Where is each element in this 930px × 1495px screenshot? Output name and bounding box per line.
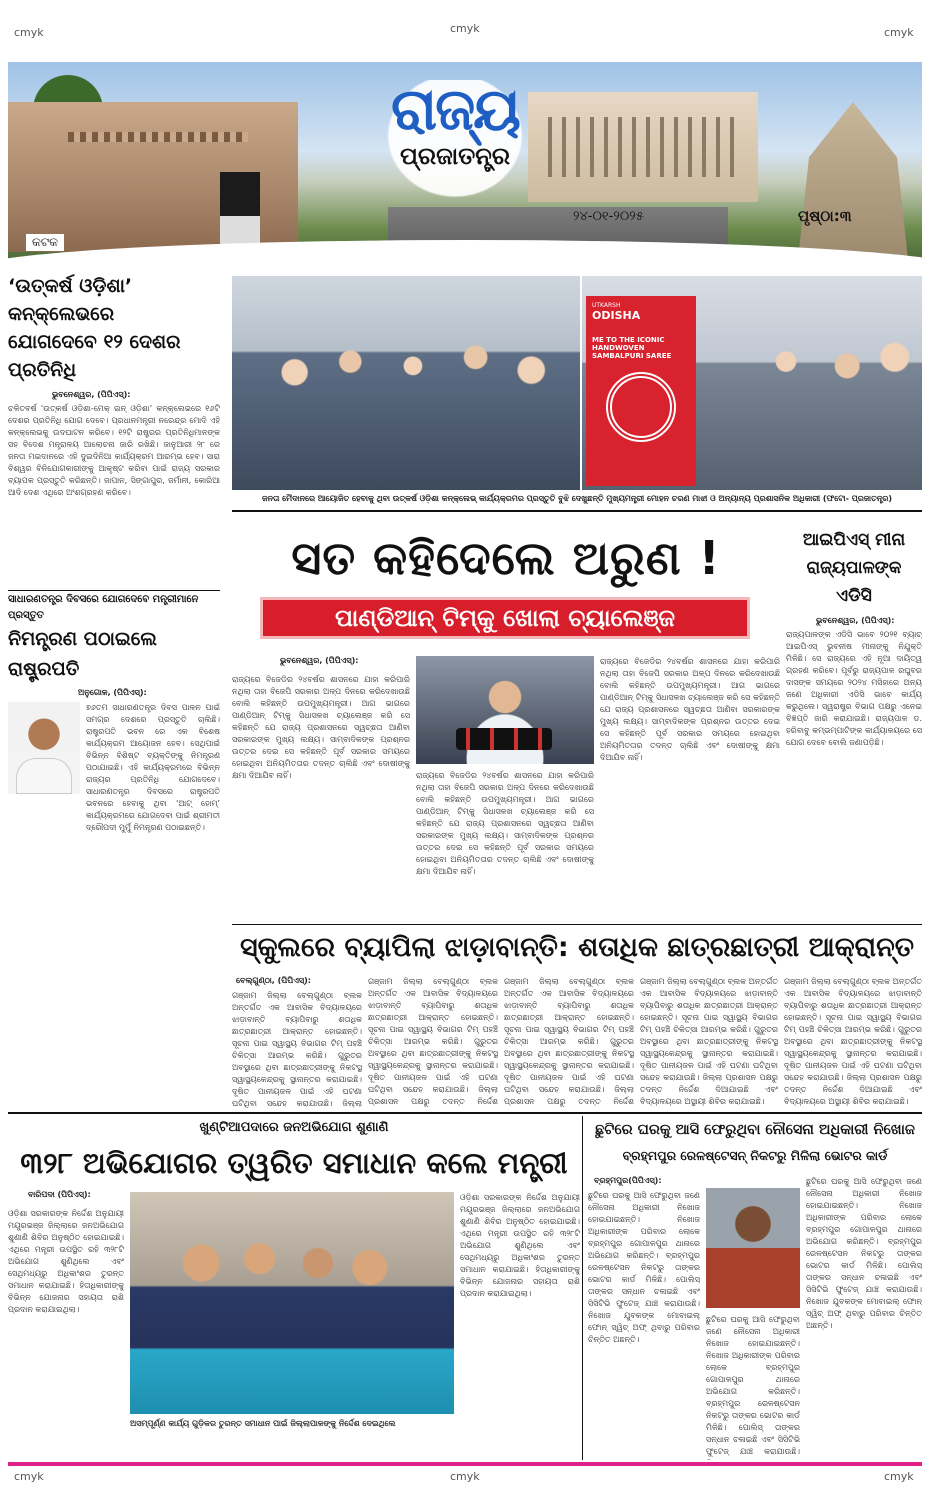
- story3-body-col1: ରାଜ୍ୟରେ ବିଜେଡିର ୨୪ବର୍ଷର ଶାସନରେ ଯାହା କରିପାରି ନଥିଲା ତାହା ବିଜେପି ସରକାର ଅଳ୍ପ ଦିନରେ କରିଦେଖାଉଛି ବୋଲି କହିଛନ୍ତି ଉପମୁଖ୍ୟମନ୍ତ୍ରୀ। ଆଗ ଭାଗରେ ପାଣ୍ଡିଆନ୍ ଟିମ୍‌କୁ ସିଧାସଳଖ ଚ୍ୟାଲେଞ୍ଜ କରି ସେ କହିଛନ୍ତି ଯେ ରାଜ୍ୟ ପ୍ରଶାସନରେ ସ୍ୱଚ୍ଛତା ଆଣିବା ସରକାରଙ୍କ ମୁଖ୍ୟ ଲକ୍ଷ୍ୟ। ସାମ୍ବାଦିକଙ୍କ ପ୍ରଶ୍ନର ଉତ୍ତର ଦେଇ ସେ କହିଛନ୍ତି ପୂର୍ବ ସରକାର ସମୟରେ ହୋଇଥିବା ଅନିୟମିତତାର ତଦନ୍ତ ଚାଲିଛି ଏବଂ ଦୋଷୀଙ୍କୁ କ୍ଷମା ଦିଆଯିବ ନାହିଁ।: [232, 675, 410, 780]
- page-number: ପୃଷ୍ଠା:୩: [798, 207, 852, 225]
- registration-mark-bottom-left: cmyk: [14, 1470, 44, 1483]
- sign-text-1: UTKARSH: [592, 302, 621, 309]
- city-label: କଟକ: [26, 234, 64, 251]
- masthead-logo: [380, 75, 530, 204]
- story7-body-col2: ଛୁଟିରେ ଘରକୁ ଆସି ଫେରୁଥିବା ଜଣେ ନୌସେନା ଅଧିକାରୀ ନିଖୋଜ ହୋଇଯାଇଛନ୍ତି। ନିଖୋଜ ଅଧିକାରୀଙ୍କ ପରିବାର ଲୋକେ ବ୍ରହ୍ମପୁର ଗୋପାଳପୁର ଥାନାରେ ଅଭିଯୋଗ କରିଛନ୍ତି। ବ୍ରହ୍ମପୁର ରେଳଷ୍ଟେସନ ନିକଟରୁ ତାଙ୍କର ଭୋଟର କାର୍ଡ ମିଳିଛି। ପୋଲିସ୍ ତାଙ୍କର ସନ୍ଧାନ ଚଳାଇଛି ଏବଂ ସିସିଟିଭି ଫୁଟେଜ୍ ଯାଞ୍ଚ କରାଯାଉଛି।: [706, 1315, 800, 1456]
- story7-body-col3: ଛୁଟିରେ ଘରକୁ ଆସି ଫେରୁଥିବା ଜଣେ ନୌସେନା ଅଧିକାରୀ ନିଖୋଜ ହୋଇଯାଇଛନ୍ତି। ନିଖୋଜ ଅଧିକାରୀଙ୍କ ପରିବାର ଲୋକେ ବ୍ରହ୍ମପୁର ଗୋପାଳପୁର ଥାନାରେ ଅଭିଯୋଗ କରିଛନ୍ତି। ବ୍ରହ୍ମପୁର ରେଳଷ୍ଟେସନ ନିକଟରୁ ତାଙ୍କର ଭୋଟର କାର୍ଡ ମିଳିଛି। ପୋଲିସ୍ ତାଙ୍କର ସନ୍ଧାନ ଚଳାଇଛି ଏବଂ ସିସିଟିଭି ଫୁଟେଜ୍ ଯାଞ୍ଚ କରାଯାଉଛି। ନିଖୋଜ ଯୁବକଙ୍କ ମୋବାଇଲ୍ ଫୋନ୍ ସ୍ୱିଚ୍ ଅଫ୍ ଥିବାରୁ ପରିବାର ଚିନ୍ତିତ ଅଛନ୍ତି।: [806, 1177, 922, 1330]
- story5-headline: ସ୍କୁଲରେ ବ୍ୟାପିଲା ଝାଡ଼ାବାନ୍ତି: ଶତାଧିକ ଛାତ୍ରଛାତ୍ରୀ ଆକ୍ରାନ୍ତ: [240, 932, 914, 963]
- story4-dateline: ଭୁବନେଶ୍ୱର, (ପିପିଏସ୍):: [816, 616, 895, 625]
- sign-text-3: ME TO THE ICONIC: [592, 336, 665, 344]
- story7-dateline: ବ୍ରହ୍ମପୁର(ପିପିଏସ୍):: [594, 1176, 662, 1185]
- story5-body-col1: ଗଞ୍ଜାମ ଜିଲ୍ଲା ବେଲ୍ଗୁଣ୍ଠା ବ୍ଲକ ଅନ୍ତର୍ଗତ ଏକ ଆବାସିକ ବିଦ୍ୟାଳୟରେ ଝାଡ଼ାବାନ୍ତି ବ୍ୟାପିବାରୁ ଶତାଧିକ ଛାତ୍ରଛାତ୍ରୀ ଆକ୍ରାନ୍ତ ହୋଇଛନ୍ତି। ସୂଚନା ପାଇ ସ୍ୱାସ୍ଥ୍ୟ ବିଭାଗର ଟିମ୍ ପହଞ୍ଚି ଚିକିତ୍ସା ଆରମ୍ଭ କରିଛି। ଗୁରୁତର ଅବସ୍ଥାରେ ଥିବା ଛାତ୍ରଛାତ୍ରୀଙ୍କୁ ନିକଟସ୍ଥ ସ୍ୱାସ୍ଥ୍ୟକେନ୍ଦ୍ରକୁ ସ୍ଥାନାନ୍ତର କରାଯାଇଛି। ଦୂଷିତ ପାନୀୟଜଳ ପାଇଁ ଏହି ଘଟଣା ଘଟିଥିବା ସନ୍ଦେହ କରାଯାଉଛି। ଜିଲ୍ଲା: [232, 991, 362, 1108]
- story2-kicker: ସାଧାରଣତନ୍ତ୍ର ଦିବସରେ ଯୋଗଦେବେ ମନ୍ତ୍ରୀମାନେ ପ୍ରସ୍ତୁତ: [8, 594, 199, 621]
- issue-date: ୨୪-୦୧-୨୦୨୫: [573, 209, 644, 224]
- story2-dateline: ଅନୁଗୋଳ, (ପିପିଏସ୍):: [78, 688, 147, 697]
- story4-headline-line2: ରାଜ୍ୟପାଳଙ୍କ ଏଡିସି: [806, 558, 902, 606]
- story6-kicker: ଖୁଣ୍ଟିଆପଦାରେ ଜନଅଭିଯୋଗ ଶୁଣାଣି: [199, 1120, 389, 1135]
- registration-mark-bottom-right: cmyk: [884, 1470, 914, 1483]
- story6-photo-ceremony: [130, 1192, 454, 1414]
- logo-main: ରାଜ୍ୟ: [390, 75, 520, 143]
- story4-headline-line1: ଆଇପିଏସ୍ ମୀନା: [802, 530, 906, 550]
- rule-story2-top: [8, 590, 220, 591]
- story-ips-meena: [786, 526, 922, 909]
- story4-body: ରାଜ୍ୟପାଳଙ୍କ ଏଡିସି ଭାବେ ୨୦୨୧ ବ୍ୟାଚ୍ ଆଇପିଏସ୍ ଭୁବନୀଷ ମୀନାଙ୍କୁ ନିଯୁକ୍ତି ମିଳିଛି। ସେ ରାଜ୍ୟରେ ଏହି ନୂଆ ଦାୟିତ୍ୱ ଗ୍ରହଣ କରିବେ। ପୂର୍ବରୁ ରାଜ୍ୟପାଳ ରଘୁବର ଦାସଙ୍କ ସମୟରେ ୨୦୨୪ ମସିହାରେ ଅନ୍ୟ ଜଣେ ଅଧିକାରୀ ଏଡିସି ଭାବେ କାର୍ଯ୍ୟ କରୁଥିଲେ। ସ୍ୱରାଷ୍ଟ୍ର ବିଭାଗ ପକ୍ଷରୁ ଏନେଇ ବିଜ୍ଞପ୍ତି ଜାରି କରାଯାଇଛି। ରାଜ୍ୟପାଳ ଡ. ହରିବାବୁ କମ୍ଭମ୍ପାଟିଙ୍କ କାର୍ଯ୍ୟାଳୟରେ ସେ ଯୋଗ ଦେବେ ବୋଲି ଜଣାପଡ଼ିଛି।: [786, 630, 922, 747]
- story3-body-block: [232, 656, 780, 876]
- story3-subhead-banner: ପାଣ୍ଡିଆନ୍ ଟିମ୍‌କୁ ଖୋଲା ଚ୍ୟାଲେଞ୍ଜ: [260, 597, 750, 639]
- photo-conclave-right: [582, 276, 922, 490]
- story5-body-col3: ଗଞ୍ଜାମ ଜିଲ୍ଲା ବେଲ୍ଗୁଣ୍ଠା ବ୍ଲକ ଅନ୍ତର୍ଗତ ଏକ ଆବାସିକ ବିଦ୍ୟାଳୟରେ ଝାଡ଼ାବାନ୍ତି ବ୍ୟାପିବାରୁ ଶତାଧିକ ଛାତ୍ରଛାତ୍ରୀ ଆକ୍ରାନ୍ତ ହୋଇଛନ୍ତି। ସୂଚନା ପାଇ ସ୍ୱାସ୍ଥ୍ୟ ବିଭାଗର ଟିମ୍ ପହଞ୍ଚି ଚିକିତ୍ସା ଆରମ୍ଭ କରିଛି। ଗୁରୁତର ଅବସ୍ଥାରେ ଥିବା ଛାତ୍ରଛାତ୍ରୀଙ୍କୁ ନିକଟସ୍ଥ ସ୍ୱାସ୍ଥ୍ୟକେନ୍ଦ୍ରକୁ ସ୍ଥାନାନ୍ତର କରାଯାଇଛି। ଦୂଷିତ ପାନୀୟଜଳ ପାଇଁ ଏହି ଘଟଣା ଘଟିଥିବା ସନ୍ଦେହ କରାଯାଉଛି। ଜିଲ୍ଲା ପ୍ରଶାସନ ପକ୍ଷରୁ ତଦନ୍ତ ନିର୍ଦ୍ଦେଶ: [504, 977, 634, 1106]
- story1-dateline: ଭୁବନେଶ୍ୱର, (ପିପିଏସ୍):: [52, 390, 131, 399]
- story5-body-col5: ଗଞ୍ଜାମ ଜିଲ୍ଲା ବେଲ୍ଗୁଣ୍ଠା ବ୍ଲକ ଅନ୍ତର୍ଗତ ଏକ ଆବାସିକ ବିଦ୍ୟାଳୟରେ ଝାଡ଼ାବାନ୍ତି ବ୍ୟାପିବାରୁ ଶତାଧିକ ଛାତ୍ରଛାତ୍ରୀ ଆକ୍ରାନ୍ତ ହୋଇଛନ୍ତି। ସୂଚନା ପାଇ ସ୍ୱାସ୍ଥ୍ୟ ବିଭାଗର ଟିମ୍ ପହଞ୍ଚି ଚିକିତ୍ସା ଆରମ୍ଭ କରିଛି। ଗୁରୁତର ଅବସ୍ଥାରେ ଥିବା ଛାତ୍ରଛାତ୍ରୀଙ୍କୁ ନିକଟସ୍ଥ ସ୍ୱାସ୍ଥ୍ୟକେନ୍ଦ୍ରକୁ ସ୍ଥାନାନ୍ତର କରାଯାଇଛି। ଦୂଷିତ ପାନୀୟଜଳ ପାଇଁ ଏହି ଘଟଣା ଘଟିଥିବା ସନ୍ଦେହ କରାଯାଉଛି। ଜିଲ୍ଲା ପ୍ରଶାସନ ପକ୍ଷରୁ ତଦନ୍ତ ନିର୍ଦ୍ଦେଶ ଦିଆଯାଇଛି ଏବଂ ବିଦ୍ୟାଳୟରେ ଅସ୍ଥାୟୀ ଶିବିର କରାଯାଇଛି।: [784, 977, 922, 1106]
- story5-body-col4: ଗଞ୍ଜାମ ଜିଲ୍ଲା ବେଲ୍ଗୁଣ୍ଠା ବ୍ଲକ ଅନ୍ତର୍ଗତ ଏକ ଆବାସିକ ବିଦ୍ୟାଳୟରେ ଝାଡ଼ାବାନ୍ତି ବ୍ୟାପିବାରୁ ଶତାଧିକ ଛାତ୍ରଛାତ୍ରୀ ଆକ୍ରାନ୍ତ ହୋଇଛନ୍ତି। ସୂଚନା ପାଇ ସ୍ୱାସ୍ଥ୍ୟ ବିଭାଗର ଟିମ୍ ପହଞ୍ଚି ଚିକିତ୍ସା ଆରମ୍ଭ କରିଛି। ଗୁରୁତର ଅବସ୍ଥାରେ ଥିବା ଛାତ୍ରଛାତ୍ରୀଙ୍କୁ ନିକଟସ୍ଥ ସ୍ୱାସ୍ଥ୍ୟକେନ୍ଦ୍ରକୁ ସ୍ଥାନାନ୍ତର କରାଯାଇଛି। ଦୂଷିତ ପାନୀୟଜଳ ପାଇଁ ଏହି ଘଟଣା ଘଟିଥିବା ସନ୍ଦେହ କରାଯାଉଛି। ଜିଲ୍ଲା ପ୍ରଶାସନ ପକ୍ଷରୁ ତଦନ୍ତ ନିର୍ଦ୍ଦେଶ ଦିଆଯାଇଛି ଏବଂ ବିଦ୍ୟାଳୟରେ ଅସ୍ଥାୟୀ ଶିବିର କରାଯାଇଛି।: [640, 977, 778, 1106]
- story6-photo-caption: ଅସମ୍ପୂର୍ଣ୍ଣ କାର୍ଯ୍ୟ ଗୁଡ଼ିକର ତୁରନ୍ତ ସମାଧାନ ପାଇଁ ଜିଲ୍ଲାପାଳଙ୍କୁ ନିର୍ଦ୍ଦେଶ ଦେଇଥିଲେ: [130, 1419, 396, 1428]
- sign-saree-motif: [606, 372, 676, 442]
- story1-headline-line1: ‘ଉତ୍କର୍ଷ ଓଡ଼ିଶା’ କନ୍‌କ୍ଲେଭରେ: [8, 275, 133, 325]
- story3-dateline: ଭୁବନେଶ୍ୱର, (ପିପିଏସ୍):: [280, 656, 359, 665]
- registration-mark-bottom-center: cmyk: [450, 1470, 480, 1483]
- story3-body-col2: ରାଜ୍ୟରେ ବିଜେଡିର ୨୪ବର୍ଷର ଶାସନରେ ଯାହା କରିପାରି ନଥିଲା ତାହା ବିଜେପି ସରକାର ଅଳ୍ପ ଦିନରେ କରିଦେଖାଉଛି ବୋଲି କହିଛନ୍ତି ଉପମୁଖ୍ୟମନ୍ତ୍ରୀ। ଆଗ ଭାଗରେ ପାଣ୍ଡିଆନ୍ ଟିମ୍‌କୁ ସିଧାସଳଖ ଚ୍ୟାଲେଞ୍ଜ କରି ସେ କହିଛନ୍ତି ଯେ ରାଜ୍ୟ ପ୍ରଶାସନରେ ସ୍ୱଚ୍ଛତା ଆଣିବା ସରକାରଙ୍କ ମୁଖ୍ୟ ଲକ୍ଷ୍ୟ। ସାମ୍ବାଦିକଙ୍କ ପ୍ରଶ୍ନର ଉତ୍ତର ଦେଇ ସେ କହିଛନ୍ତି ପୂର୍ବ ସରକାର ସମୟରେ ହୋଇଥିବା ଅନିୟମିତତାର ତଦନ୍ତ ଚାଲିଛି ଏବଂ ଦୋଷୀଙ୍କୁ କ୍ଷମା ଦିଆଯିବ ନାହିଁ।: [416, 771, 594, 876]
- masthead-temple: [798, 102, 908, 260]
- rule-bottom-section: [8, 1112, 922, 1114]
- registration-mark-top-center: cmyk: [450, 22, 480, 35]
- story7-headline: ଛୁଟିରେ ଘରକୁ ଆସି ଫେରୁଥିବା ନୌସେନା ଅଧିକାରୀ ନିଖୋଜ: [595, 1122, 915, 1138]
- story2-body: ୭୬ତମ ସାଧାରଣତନ୍ତ୍ର ଦିବସ ପାଳନ ପାଇଁ ସମଗ୍ର ଦେଶରେ ପ୍ରସ୍ତୁତି ଚାଲିଛି। ରାଷ୍ଟ୍ରପତି ଭବନ ରେ ଏକ ବିଶେଷ କାର୍ଯ୍ୟକ୍ରମ ଆୟୋଜନ ହେବ। ସେଥିପାଇଁ ବିଭିନ୍ନ ବିଶିଷ୍ଟ ବ୍ୟକ୍ତିଙ୍କୁ ନିମନ୍ତ୍ରଣ ପଠାଯାଇଛି। ଏହି କାର୍ଯ୍ୟକ୍ରମରେ ବିଭିନ୍ନ ରାଜ୍ୟର ପ୍ରତିନିଧି ଯୋଗଦେବେ। ସାଧାରଣତନ୍ତ୍ର ଦିବସରେ ରାଷ୍ଟ୍ରପତି ଭବନରେ ହେବାକୁ ଥିବା ‘ଆଟ୍ ହୋମ୍’ କାର୍ଯ୍ୟକ୍ରମରେ ଯୋଗଦେବା ପାଇଁ ଶ୍ରୀମତୀ ଦ୍ରୌପଦୀ ମୁର୍ମୁ ନିମନ୍ତ୍ରଣ ପଠାଇଛନ୍ତି।: [86, 703, 220, 832]
- story3-headline: ସତ କହିଦେଲେ ଅରୁଣ !: [291, 531, 721, 585]
- photo-conclave-left: [232, 276, 580, 490]
- photo-sign-panel: [586, 296, 696, 486]
- registration-mark-top-right: cmyk: [884, 26, 914, 39]
- story7-subhead: ବ୍ରହ୍ମପୁର ରେଳଷ୍ଟେସନ୍ ନିକଟରୁ ମିଳିଲା ଭୋଟର କାର୍ଡ: [622, 1148, 888, 1163]
- story3-photo-speaker: [416, 656, 594, 764]
- story5-dateline: ବେଲ୍ଗୁଣ୍ଠା, (ପିପିଏସ୍):: [236, 976, 311, 985]
- masthead: [8, 62, 922, 260]
- story7-body-col1: ଛୁଟିରେ ଘରକୁ ଆସି ଫେରୁଥିବା ଜଣେ ନୌସେନା ଅଧିକାରୀ ନିଖୋଜ ହୋଇଯାଇଛନ୍ତି। ନିଖୋଜ ଅଧିକାରୀଙ୍କ ପରିବାର ଲୋକେ ବ୍ରହ୍ମପୁର ଗୋପାଳପୁର ଥାନାରେ ଅଭିଯୋଗ କରିଛନ୍ତି। ବ୍ରହ୍ମପୁର ରେଳଷ୍ଟେସନ ନିକଟରୁ ତାଙ୍କର ଭୋଟର କାର୍ଡ ମିଳିଛି। ପୋଲିସ୍ ତାଙ୍କର ସନ୍ଧାନ ଚଳାଇଛି ଏବଂ ସିସିଟିଭି ଫୁଟେଜ୍ ଯାଞ୍ଚ କରାଯାଉଛି। ନିଖୋଜ ଯୁବକଙ୍କ ମୋବାଇଲ୍ ଫୋନ୍ ସ୍ୱିଚ୍ ଅଫ୍ ଥିବାରୁ ପରିବାର ଚିନ୍ତିତ ଅଛନ୍ତି।: [588, 1191, 700, 1344]
- logo-sub: ପ୍ରଜାତନ୍ତ୍ର: [399, 142, 511, 170]
- story-public-grievance: [8, 1116, 580, 1428]
- story-navy-officer-missing: [588, 1116, 922, 1456]
- sign-text-2: ODISHA: [592, 309, 641, 322]
- masthead-building-right: [528, 92, 758, 202]
- photo-caption: ଜନତା ମୈଦାନରେ ଆୟୋଜିତ ହେବାକୁ ଥିବା ଉତ୍କର୍ଷ ଓଡ଼ିଶା କନ୍‌କ୍ଲେଭ୍ କାର୍ଯ୍ୟକ୍ରମର ପ୍ରସ୍ତୁତି ବୁଝି ଦେଖୁଛନ୍ତି ମୁଖ୍ୟମନ୍ତ୍ରୀ ମୋହନ ଚରଣ ମାଝୀ ଓ ଅନ୍ୟାନ୍ୟ ପ୍ରଶାସନିକ ଅଧିକାରୀ (ଫଟୋ- ପ୍ରଜାତନ୍ତ୍ର): [261, 494, 893, 503]
- story-president-invite: [8, 592, 220, 1012]
- story1-body: ଚଳିତବର୍ଷ ‘ଉତ୍କର୍ଷ ଓଡ଼ିଶା-ମେକ୍ ଇନ୍ ଓଡ଼ିଶା’ କନ୍‌କ୍ଲେଭରେ ୧୬ଟି ଦେଶର ପ୍ରତିନିଧି ଯୋଗ ଦେବେ। ପ୍ରଧାନମନ୍ତ୍ରୀ ନରେନ୍ଦ୍ର ମୋଦି ଏହି କନ୍‌କ୍ଲେଭକୁ ଉଦଘାଟନ କରିବେ। ୧୨ଟି ରାଷ୍ଟ୍ରର ପ୍ରତିନିଧିମାନଙ୍କ ସହ ବିଦେଶ ମନ୍ତ୍ରାଳୟ ଆଲୋଚନା ଜାରି ରଖିଛି। ଜାନୁଆରୀ ୨୮ ରେ ଜନତା ମଇଦାନରେ ଏହି ଦୁଇଦିନିଆ କାର୍ଯ୍ୟକ୍ରମ ଆରମ୍ଭ ହେବ। ସାରା ବିଶ୍ୱର ବିନିଯୋଗକାରୀଙ୍କୁ ଆକୃଷ୍ଟ କରିବା ପାଇଁ ରାଜ୍ୟ ସରକାର ବ୍ୟାପକ ପ୍ରସ୍ତୁତି କରିଛନ୍ତି। ଜାପାନ, ସିଙ୍ଗାପୁର, ଜର୍ମାନୀ, କୋରିଆ ଆଦି ଦେଶ ଏଥିରେ ଅଂଶଗ୍ରହଣ କରିବେ।: [8, 404, 220, 497]
- registration-mark-top-left: cmyk: [14, 26, 44, 39]
- rule-story5-top: [232, 924, 922, 925]
- story6-body-col2: ଓଡ଼ିଶା ସରକାରଙ୍କ ନିର୍ଦ୍ଦେଶ ଅନୁଯାୟୀ ମୟୂରଭଞ୍ଜ ଜିଲ୍ଲାରେ ଜନଅଭିଯୋଗ ଶୁଣାଣି ଶିବିର ଅନୁଷ୍ଠିତ ହୋଇଯାଇଛି। ଏଥିରେ ମନ୍ତ୍ରୀ ଉପସ୍ଥିତ ରହି ୩୨୮ଟି ଅଭିଯୋଗ ଶୁଣିଥିଲେ ଏବଂ ସେଥିମଧ୍ୟରୁ ଅଧିକାଂଶର ତୁରନ୍ତ ସମାଧାନ କରାଯାଇଛି। ହିତାଧିକାରୀଙ୍କୁ ବିଭିନ୍ନ ଯୋଜନାର ସହାୟତା ରାଶି ପ୍ରଦାନ କରାଯାଇଥିଲା।: [460, 1193, 580, 1298]
- story7-photo-officer: [706, 1188, 800, 1308]
- story2-headline: ନିମନ୍ତ୍ରଣ ପଠାଇଲେ ରାଷ୍ଟ୍ରପତି: [8, 628, 157, 680]
- microphone-icon: [456, 728, 552, 750]
- portrait-shirt: [16, 758, 72, 794]
- story3-body-col3: ରାଜ୍ୟରେ ବିଜେଡିର ୨୪ବର୍ଷର ଶାସନରେ ଯାହା କରିପାରି ନଥିଲା ତାହା ବିଜେପି ସରକାର ଅଳ୍ପ ଦିନରେ କରିଦେଖାଉଛି ବୋଲି କହିଛନ୍ତି ଉପମୁଖ୍ୟମନ୍ତ୍ରୀ। ଆଗ ଭାଗରେ ପାଣ୍ଡିଆନ୍ ଟିମ୍‌କୁ ସିଧାସଳଖ ଚ୍ୟାଲେଞ୍ଜ କରି ସେ କହିଛନ୍ତି ଯେ ରାଜ୍ୟ ପ୍ରଶାସନରେ ସ୍ୱଚ୍ଛତା ଆଣିବା ସରକାରଙ୍କ ମୁଖ୍ୟ ଲକ୍ଷ୍ୟ। ସାମ୍ବାଦିକଙ୍କ ପ୍ରଶ୍ନର ଉତ୍ତର ଦେଇ ସେ କହିଛନ୍ତି ପୂର୍ବ ସରକାର ସମୟରେ ହୋଇଥିବା ଅନିୟମିତତାର ତଦନ୍ତ ଚାଲିଛି ଏବଂ ଦୋଷୀଙ୍କୁ କ୍ଷମା ଦିଆଯିବ ନାହିଁ।: [600, 657, 780, 762]
- rule-vertical-bottom: [582, 1116, 583, 1460]
- story2-photo-portrait: [8, 702, 80, 794]
- sign-text-4: HANDWOVEN: [592, 344, 645, 352]
- story6-body-col1: ଓଡ଼ିଶା ସରକାରଙ୍କ ନିର୍ଦ୍ଦେଶ ଅନୁଯାୟୀ ମୟୂରଭଞ୍ଜ ଜିଲ୍ଲାରେ ଜନଅଭିଯୋଗ ଶୁଣାଣି ଶିବିର ଅନୁଷ୍ଠିତ ହୋଇଯାଇଛି। ଏଥିରେ ମନ୍ତ୍ରୀ ଉପସ୍ଥିତ ରହି ୩୨୮ଟି ଅଭିଯୋଗ ଶୁଣିଥିଲେ ଏବଂ ସେଥିମଧ୍ୟରୁ ଅଧିକାଂଶର ତୁରନ୍ତ ସମାଧାନ କରାଯାଇଛି। ହିତାଧିକାରୀଙ୍କୁ ବିଭିନ୍ନ ଯୋଜନାର ସହାୟତା ରାଶି ପ୍ରଦାନ କରାଯାଇଥିଲା।: [8, 1209, 124, 1314]
- story1-headline-line2: ଯୋଗଦେବେ ୧୨ ଦେଶର ପ୍ରତିନିଧି: [8, 331, 181, 381]
- story5-body-col2: ଗଞ୍ଜାମ ଜିଲ୍ଲା ବେଲ୍ଗୁଣ୍ଠା ବ୍ଲକ ଅନ୍ତର୍ଗତ ଏକ ଆବାସିକ ବିଦ୍ୟାଳୟରେ ଝାଡ଼ାବାନ୍ତି ବ୍ୟାପିବାରୁ ଶତାଧିକ ଛାତ୍ରଛାତ୍ରୀ ଆକ୍ରାନ୍ତ ହୋଇଛନ୍ତି। ସୂଚନା ପାଇ ସ୍ୱାସ୍ଥ୍ୟ ବିଭାଗର ଟିମ୍ ପହଞ୍ଚି ଚିକିତ୍ସା ଆରମ୍ଭ କରିଛି। ଗୁରୁତର ଅବସ୍ଥାରେ ଥିବା ଛାତ୍ରଛାତ୍ରୀଙ୍କୁ ନିକଟସ୍ଥ ସ୍ୱାସ୍ଥ୍ୟକେନ୍ଦ୍ରକୁ ସ୍ଥାନାନ୍ତର କରାଯାଇଛି। ଦୂଷିତ ପାନୀୟଜଳ ପାଇଁ ଏହି ଘଟଣା ଘଟିଥିବା ସନ୍ଦେହ କରାଯାଉଛି। ଜିଲ୍ଲା ପ୍ରଶାସନ ପକ୍ଷରୁ ତଦନ୍ତ ନିର୍ଦ୍ଦେଶ: [368, 977, 498, 1106]
- story6-headline: ୩୨୮ ଅଭିଯୋଗର ତ୍ୱରିତ ସମାଧାନ କଲେ ମନ୍ତ୍ରୀ: [20, 1146, 568, 1180]
- sign-text-5: SAMBALPURI SAREE: [592, 352, 672, 360]
- story6-dateline: ବାରିପଦା (ପିପିଏସ୍):: [28, 1190, 91, 1199]
- rule-under-caption: [232, 510, 922, 512]
- bottom-color-bar: [8, 1462, 922, 1466]
